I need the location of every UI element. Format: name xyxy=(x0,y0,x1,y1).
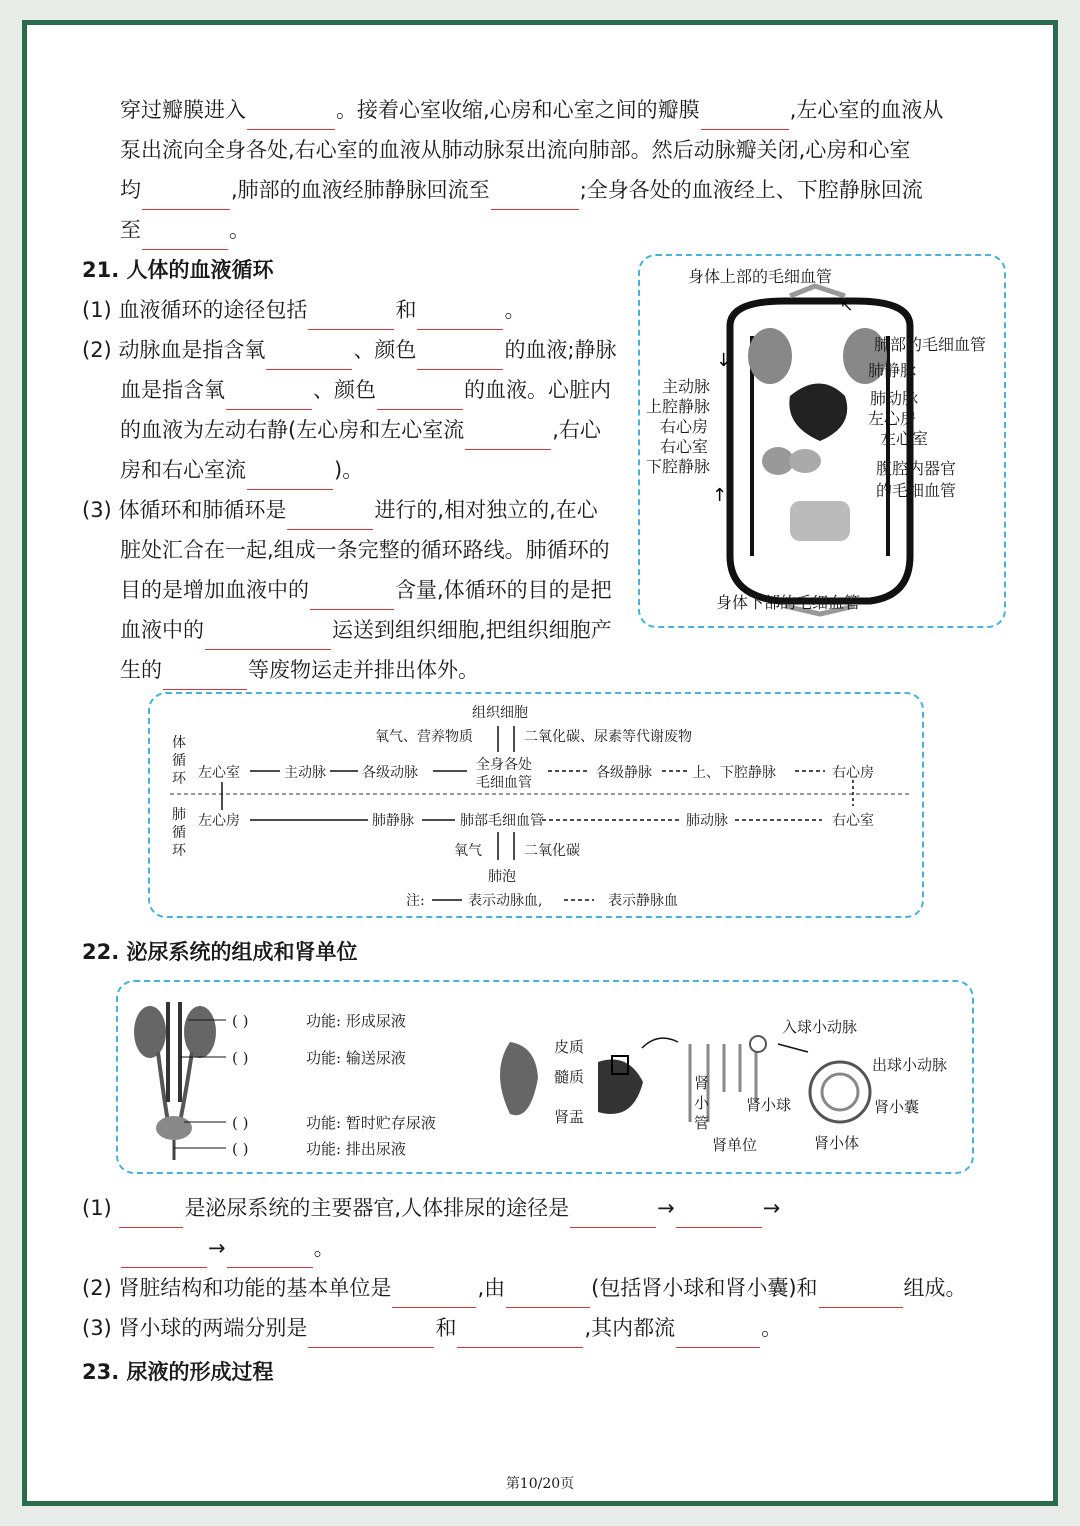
q21-3-line-5: 生的 等废物运走并排出体外。 xyxy=(120,650,479,690)
fc-co2: 二氧化碳、尿素等代谢废物 xyxy=(524,729,692,745)
fc-alveoli: 肺泡 xyxy=(488,869,516,885)
label-abdominal-2: 的毛细血管 xyxy=(876,481,957,500)
fc-lv: 左心室 xyxy=(198,765,240,781)
section-22-title: 22. 泌尿系统的组成和肾单位 xyxy=(82,940,358,964)
page-number: 第10/20页 xyxy=(505,1476,575,1492)
label-lv: 左心室 xyxy=(880,429,929,448)
label-efferent: 出球小动脉 xyxy=(872,1056,948,1074)
label-cortex: 皮质 xyxy=(554,1038,585,1056)
label-capsule: 肾小囊 xyxy=(874,1098,920,1116)
svg-text:↖: ↖ xyxy=(840,296,854,315)
paren-3: ( ) xyxy=(232,1114,249,1132)
label-aorta: 主动脉 xyxy=(662,377,711,396)
fc-cap2: 毛细血管 xyxy=(476,775,532,791)
urinary-figure xyxy=(116,980,974,1174)
label-tubule-3: 管 xyxy=(694,1114,710,1132)
label-abdominal: 腹腔内器官 xyxy=(876,459,957,478)
intro-line-4: 至 。 xyxy=(120,210,250,250)
paren-1: ( ) xyxy=(232,1012,249,1030)
func-3: 功能: 暂时贮存尿液 xyxy=(306,1114,436,1132)
q22-2: (2) 肾脏结构和功能的基本单位是 ,由 (包括肾小球和肾小囊)和 组成。 xyxy=(82,1268,967,1308)
fc-pul-3: 环 xyxy=(172,843,186,859)
intro-line-1: 穿过瓣膜进入 。接着心室收缩,心房和心室之间的瓣膜 ,左心室的血液从 xyxy=(120,90,943,130)
fc-note2: 表示动脉血, xyxy=(468,893,543,909)
q21-2-line-2: 血是指含氧 、颜色 的血液。心脏内 xyxy=(120,370,611,410)
q21-2-line-1: (2) 动脉血是指含氧 、颜色 的血液;静脉 xyxy=(82,330,617,370)
label-tubule-2: 小 xyxy=(694,1094,710,1112)
fc-pa: 肺动脉 xyxy=(686,813,728,829)
q21-3-line-3: 目的是增加血液中的 含量,体循环的目的是把 xyxy=(120,570,612,610)
q21-2-line-3: 的血液为左动右静(左心房和左心室流 ,右心 xyxy=(120,410,601,450)
label-ivc: 下腔静脉 xyxy=(646,457,711,476)
q22-1-line-1: (1) 是泌尿系统的主要器官,人体排尿的途径是 → → xyxy=(82,1188,780,1228)
label-nephron: 肾单位 xyxy=(712,1136,758,1154)
fc-sys-2: 循 xyxy=(172,753,186,769)
fc-pul-1: 肺 xyxy=(172,807,186,823)
label-afferent: 入球小动脉 xyxy=(782,1018,858,1036)
fc-veins: 各级静脉 xyxy=(596,765,652,781)
q22-3: (3) 肾小球的两端分别是 和 ,其内都流 。 xyxy=(82,1308,782,1348)
section-23-title: 23. 尿液的形成过程 xyxy=(82,1360,274,1384)
label-ra: 右心房 xyxy=(660,417,709,436)
label-upper-capillaries: 身体上部的毛细血管 xyxy=(688,267,833,286)
fc-tissue: 组织细胞 xyxy=(472,705,528,721)
q22-1-line-2: → 。 xyxy=(120,1228,335,1268)
paren-2: ( ) xyxy=(232,1049,249,1067)
label-pulmonary-vein: 肺静脉 xyxy=(868,361,917,380)
fc-arteries: 各级动脉 xyxy=(362,765,418,781)
label-corpuscle: 肾小体 xyxy=(814,1134,860,1152)
intro-line-2: 泵出流向全身各处,右心室的血液从肺动脉泵出流向肺部。然后动脉瓣关闭,心房和心室 xyxy=(120,138,911,162)
svg-text:↓: ↓ xyxy=(716,350,732,371)
fc-note3: 表示静脉血 xyxy=(608,893,678,909)
circulation-flowchart xyxy=(148,692,924,918)
q21-1: (1) 血液循环的途径包括 和 。 xyxy=(82,290,525,330)
q21-3-line-1: (3) 体循环和肺循环是 进行的,相对独立的,在心 xyxy=(82,490,598,530)
fc-sys-3: 环 xyxy=(172,771,186,787)
label-lower-capillaries: 身体下部的毛细血管 xyxy=(716,593,861,612)
fc-la: 左心房 xyxy=(198,813,240,829)
fc-pul-2: 循 xyxy=(172,825,186,841)
fc-ra: 右心房 xyxy=(832,765,874,781)
section-21-title: 21. 人体的血液循环 xyxy=(82,258,274,282)
func-2: 功能: 输送尿液 xyxy=(306,1049,406,1067)
fc-vc: 上、下腔静脉 xyxy=(692,765,776,781)
label-rv: 右心室 xyxy=(660,437,709,456)
label-tubule-1: 肾 xyxy=(694,1074,710,1092)
label-la: 左心房 xyxy=(868,409,917,428)
svg-text:↑: ↑ xyxy=(712,485,728,506)
fc-cap1: 全身各处 xyxy=(476,757,532,773)
fc-co2b: 二氧化碳 xyxy=(524,843,580,859)
label-lung-capillaries: 肺部的毛细血管 xyxy=(874,335,987,354)
label-svc: 上腔静脉 xyxy=(646,397,711,416)
fc-lungcap: 肺部毛细血管 xyxy=(460,813,544,829)
fc-aorta: 主动脉 xyxy=(284,765,326,781)
q21-2-line-4: 房和右心室流 )。 xyxy=(120,450,363,490)
func-4: 功能: 排出尿液 xyxy=(306,1140,406,1158)
q21-3-line-2: 脏处汇合在一起,组成一条完整的循环路线。肺循环的 xyxy=(120,538,610,562)
circulation-figure xyxy=(638,254,1006,628)
paren-4: ( ) xyxy=(232,1140,249,1158)
label-medulla: 髓质 xyxy=(554,1068,585,1086)
fc-rv: 右心室 xyxy=(832,813,874,829)
fc-sys-1: 体 xyxy=(172,735,186,751)
label-pelvis: 肾盂 xyxy=(554,1108,585,1126)
fc-o2: 氧气、营养物质 xyxy=(375,729,473,745)
label-glomerulus: 肾小球 xyxy=(746,1096,792,1114)
intro-line-3: 均 ,肺部的血液经肺静脉回流至 ;全身各处的血液经上、下腔静脉回流 xyxy=(120,170,923,210)
fc-oxy: 氧气 xyxy=(454,843,482,859)
fc-note1: 注: xyxy=(406,893,425,909)
func-1: 功能: 形成尿液 xyxy=(306,1012,406,1030)
fc-pv: 肺静脉 xyxy=(372,813,414,829)
q21-3-line-4: 血液中的 运送到组织细胞,把组织细胞产 xyxy=(120,610,612,650)
label-pulmonary-artery: 肺动脉 xyxy=(870,389,919,408)
